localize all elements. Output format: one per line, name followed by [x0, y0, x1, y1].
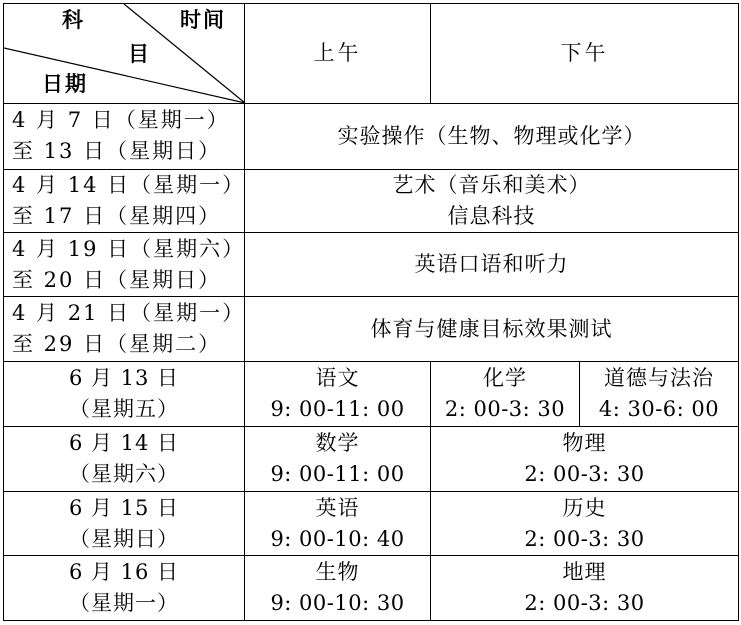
- exam-time: 9: 00-11: 00: [270, 397, 405, 422]
- exam-time: 9: 00-11: 00: [270, 461, 405, 486]
- exam-time: 2: 00-3: 30: [444, 397, 566, 422]
- activity-text: 体育与健康目标效果测试: [370, 316, 613, 341]
- exam-subject: 英语: [315, 495, 360, 520]
- exam-schedule-sheet: [3, 3, 738, 621]
- exam-subject: 生物: [315, 560, 360, 585]
- exam-date-cell: [4, 491, 245, 556]
- exam-schedule-table: [3, 3, 739, 621]
- date-range-cell: [4, 233, 245, 297]
- exam-subject: 化学: [483, 366, 527, 391]
- date-range-cell: [4, 103, 245, 169]
- corner-label-time: 时间: [180, 7, 226, 32]
- morning-header: 上午: [245, 4, 431, 104]
- exam-time: 4: 30-6: 00: [598, 397, 720, 422]
- afternoon-exam-cell: [431, 427, 739, 492]
- afternoon-exam-cell: [431, 556, 739, 621]
- date-range-line-2: 至 13 日（星期日）: [12, 139, 222, 164]
- exam-subject: 物理: [562, 430, 607, 455]
- schedule-row: [4, 296, 739, 362]
- exam-weekday: （星期五）: [69, 397, 179, 422]
- exam-time: 9: 00-10: 30: [270, 591, 405, 616]
- exam-row: [4, 491, 739, 556]
- date-range-line-1: 4 月 14 日（星期一）: [12, 172, 246, 197]
- exam-weekday: （星期日）: [69, 526, 179, 551]
- date-range-cell: [4, 169, 245, 233]
- exam-date: 6 月 14 日: [68, 430, 180, 455]
- exam-row: [4, 427, 739, 492]
- corner-label-subject-a: 科: [62, 7, 91, 32]
- activity-text: 英语口语和听力: [414, 252, 569, 276]
- schedule-row: [4, 233, 739, 297]
- date-range-cell: [4, 296, 245, 362]
- activity-cell: [245, 103, 739, 169]
- header-row: [4, 4, 739, 104]
- corner-label-subject-b: 目: [128, 41, 157, 66]
- exam-date-cell: [4, 556, 245, 621]
- exam-time: 2: 00-3: 30: [524, 591, 645, 616]
- activity-text: 艺术（音乐和美术）: [392, 172, 591, 197]
- corner-header-cell: [4, 4, 245, 104]
- morning-exam-cell: [245, 556, 431, 621]
- exam-time: 2: 00-3: 30: [524, 526, 645, 551]
- afternoon-exam-cell: [431, 362, 580, 427]
- exam-row: [4, 362, 739, 427]
- afternoon-exam-cell: [580, 362, 739, 427]
- date-range-line-2: 至 29 日（星期二）: [12, 332, 222, 357]
- activity-text: 实验操作（生物、物理或化学）: [337, 123, 646, 148]
- activity-cell: [245, 296, 739, 362]
- exam-time: 9: 00-10: 40: [270, 526, 405, 551]
- exam-time: 2: 00-3: 30: [524, 461, 645, 486]
- morning-exam-cell: [245, 362, 431, 427]
- afternoon-exam-cell: [431, 491, 739, 556]
- exam-subject: 数学: [315, 430, 360, 455]
- exam-date-cell: [4, 427, 245, 492]
- exam-date: 6 月 15 日: [68, 495, 180, 520]
- schedule-row: [4, 169, 739, 233]
- exam-date: 6 月 16 日: [68, 560, 180, 585]
- exam-date-cell: [4, 362, 245, 427]
- exam-weekday: （星期六）: [69, 461, 179, 486]
- activity-cell: [245, 169, 739, 233]
- corner-label-date: 日期: [42, 71, 88, 96]
- morning-exam-cell: [245, 427, 431, 492]
- afternoon-header: 下午: [431, 4, 739, 104]
- date-range-line-1: 4 月 19 日（星期六）: [12, 236, 246, 261]
- exam-date: 6 月 13 日: [68, 366, 180, 391]
- exam-row: [4, 556, 739, 621]
- date-range-line-2: 至 17 日（星期四）: [12, 203, 222, 228]
- date-range-line-1: 4 月 7 日（星期一）: [12, 108, 230, 133]
- date-range-line-1: 4 月 21 日（星期一）: [12, 301, 246, 326]
- date-range-line-2: 至 20 日（星期日）: [12, 267, 222, 292]
- activity-cell: [245, 233, 739, 297]
- exam-subject: 地理: [562, 560, 607, 585]
- exam-subject: 语文: [315, 366, 360, 391]
- morning-exam-cell: [245, 491, 431, 556]
- activity-text: 信息科技: [447, 203, 536, 228]
- exam-subject: 道德与法治: [604, 366, 714, 391]
- exam-weekday: （星期一）: [69, 591, 179, 616]
- schedule-row: [4, 103, 739, 169]
- exam-subject: 历史: [562, 495, 607, 520]
